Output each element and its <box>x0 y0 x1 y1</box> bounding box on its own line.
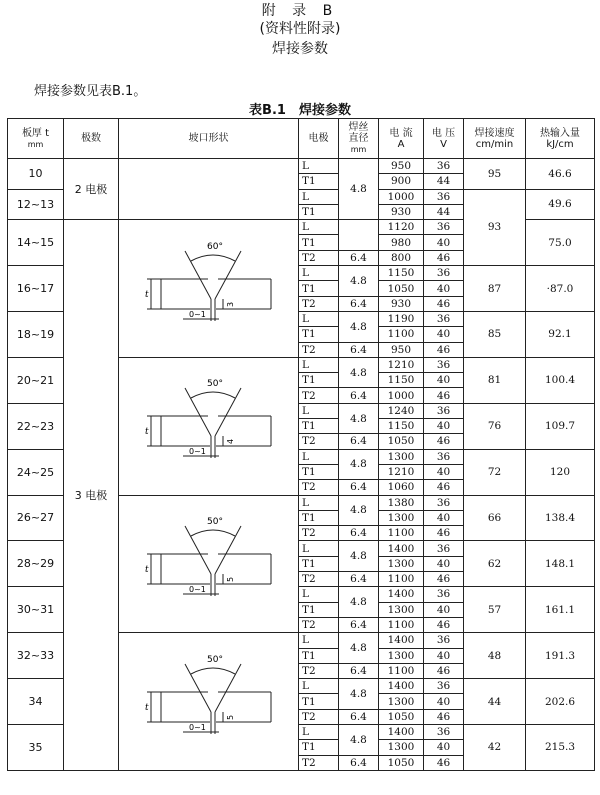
speed-cell: 48 <box>464 633 526 679</box>
thickness-cell: 34 <box>8 679 64 725</box>
electrode-cell: L <box>299 266 339 281</box>
angle-arc <box>191 392 235 398</box>
current-cell: 950 <box>379 342 424 357</box>
voltage-cell: 36 <box>424 495 464 510</box>
col-heat-label: 热输入量 <box>540 127 580 139</box>
current-cell: 930 <box>379 296 424 311</box>
voltage-cell: 36 <box>424 189 464 204</box>
appendix-title: 焊接参数 <box>272 41 328 57</box>
col-wire-l1: 焊丝 <box>348 122 369 133</box>
current-cell: 1120 <box>379 220 424 235</box>
electrode-cell: L <box>299 449 339 464</box>
thickness-symbol: t <box>144 564 149 575</box>
current-cell: 1300 <box>379 648 424 663</box>
col-speed <box>464 119 526 159</box>
wire-diameter-cell: 6.4 <box>339 526 379 541</box>
current-cell: 1300 <box>379 740 424 755</box>
groove-angle-label: 50° <box>206 654 223 665</box>
current-cell: 1000 <box>379 388 424 403</box>
voltage-cell: 46 <box>424 480 464 495</box>
electrode-cell: L <box>299 724 339 739</box>
voltage-cell: 36 <box>424 403 464 418</box>
wire-diameter-cell: 6.4 <box>339 663 379 678</box>
speed-cell: 42 <box>464 724 526 770</box>
current-cell: 1100 <box>379 526 424 541</box>
thickness-cell: 12~13 <box>8 189 64 220</box>
voltage-cell: 40 <box>424 327 464 342</box>
col-voltage-unit: V <box>440 138 447 150</box>
electrode-cell: T1 <box>299 327 339 342</box>
groove-angle-label: 50° <box>206 379 223 390</box>
electrode-cell: L <box>299 679 339 694</box>
wire-diameter-cell: 4.8 <box>339 679 379 710</box>
voltage-cell: 46 <box>424 526 464 541</box>
current-cell: 1400 <box>379 541 424 556</box>
thickness-symbol: t <box>144 427 149 438</box>
heat-input-cell: 161.1 <box>526 587 595 633</box>
gap-label: 0~1 <box>188 309 206 319</box>
electrode-cell: L <box>299 189 339 204</box>
table-caption: 表B.1 焊接参数 <box>249 103 351 118</box>
current-cell: 1380 <box>379 495 424 510</box>
electrode-cell: T2 <box>299 526 339 541</box>
voltage-cell: 36 <box>424 724 464 739</box>
groove-shape-cell <box>119 633 299 771</box>
thickness-cell: 16~17 <box>8 266 64 312</box>
wire-diameter-cell: 6.4 <box>339 434 379 449</box>
angle-arc <box>191 668 235 674</box>
voltage-cell: 46 <box>424 434 464 449</box>
electrode-cell: T1 <box>299 510 339 525</box>
electrode-cell: T1 <box>299 694 339 709</box>
col-voltage <box>424 119 464 159</box>
thickness-cell: 28~29 <box>8 541 64 587</box>
col-voltage-label: 电 压 <box>431 127 456 139</box>
current-cell: 1300 <box>379 602 424 617</box>
wire-diameter-cell: 6.4 <box>339 617 379 632</box>
col-thickness-unit: mm <box>27 139 44 149</box>
current-cell: 1300 <box>379 449 424 464</box>
current-cell: 1050 <box>379 281 424 296</box>
gap-label: 0~1 <box>188 584 206 594</box>
electrode-cell: T1 <box>299 204 339 219</box>
voltage-cell: 40 <box>424 419 464 434</box>
col-wire-unit: mm <box>350 145 367 154</box>
heat-input-cell: 75.0 <box>526 220 595 266</box>
current-cell: 1300 <box>379 556 424 571</box>
thickness-cell: 22~23 <box>8 403 64 449</box>
angle-arc <box>191 255 235 261</box>
voltage-cell: 44 <box>424 174 464 189</box>
current-cell: 1000 <box>379 189 424 204</box>
electrode-cell: T1 <box>299 648 339 663</box>
col-current-unit: A <box>397 138 405 150</box>
current-cell: 1240 <box>379 403 424 418</box>
electrode-cell: L <box>299 311 339 326</box>
wire-diameter-cell: 6.4 <box>339 388 379 403</box>
groove-diagram <box>121 634 297 770</box>
electrode-cell: T1 <box>299 373 339 388</box>
col-electrode: 电极 <box>299 119 339 159</box>
voltage-cell: 46 <box>424 296 464 311</box>
speed-cell: 87 <box>464 266 526 312</box>
voltage-cell: 36 <box>424 633 464 648</box>
current-cell: 1100 <box>379 663 424 678</box>
current-cell: 1100 <box>379 572 424 587</box>
voltage-cell: 46 <box>424 709 464 724</box>
col-heat <box>526 119 595 159</box>
groove-shape-cell <box>119 220 299 358</box>
wire-diameter-cell: 4.8 <box>339 266 379 297</box>
current-cell: 1400 <box>379 587 424 602</box>
col-speed-unit: cm/min <box>475 138 514 150</box>
current-cell: 1400 <box>379 724 424 739</box>
thickness-cell: 30~31 <box>8 587 64 633</box>
current-cell: 950 <box>379 159 424 174</box>
wire-diameter-cell: 6.4 <box>339 296 379 311</box>
heat-input-cell: 215.3 <box>526 724 595 770</box>
electrode-cell: T1 <box>299 174 339 189</box>
heat-input-cell: 191.3 <box>526 633 595 679</box>
voltage-cell: 46 <box>424 617 464 632</box>
voltage-cell: 40 <box>424 694 464 709</box>
voltage-cell: 40 <box>424 648 464 663</box>
electrode-cell: T2 <box>299 388 339 403</box>
current-cell: 1060 <box>379 480 424 495</box>
col-speed-label: 焊接速度 <box>474 127 515 139</box>
groove-diagram <box>121 358 297 494</box>
current-cell: 800 <box>379 250 424 265</box>
electrode-cell: L <box>299 220 339 235</box>
col-wire <box>339 119 379 159</box>
gap-label: 0~1 <box>188 447 206 457</box>
voltage-cell: 40 <box>424 373 464 388</box>
electrode-cell: T2 <box>299 663 339 678</box>
wire-diameter-cell: 4.8 <box>339 159 379 220</box>
voltage-cell: 36 <box>424 587 464 602</box>
electrode-cell: L <box>299 357 339 372</box>
speed-cell: 62 <box>464 541 526 587</box>
groove-angle-label: 50° <box>206 516 223 527</box>
wire-diameter-cell <box>339 220 379 251</box>
current-cell: 1400 <box>379 633 424 648</box>
electrode-cell: T2 <box>299 709 339 724</box>
speed-cell: 66 <box>464 495 526 541</box>
heat-input-cell: 120 <box>526 449 595 495</box>
root-face-label: 4 <box>225 439 235 445</box>
root-face-label: 5 <box>225 576 235 582</box>
col-thickness <box>8 119 64 159</box>
heat-input-cell: 138.4 <box>526 495 595 541</box>
current-cell: 1150 <box>379 373 424 388</box>
current-cell: 1300 <box>379 510 424 525</box>
electrode-cell: L <box>299 159 339 174</box>
thickness-cell: 26~27 <box>8 495 64 541</box>
groove-shape-cell <box>119 495 299 633</box>
voltage-cell: 36 <box>424 311 464 326</box>
electrode-cell: T1 <box>299 281 339 296</box>
wire-diameter-cell: 6.4 <box>339 250 379 265</box>
thickness-cell: 24~25 <box>8 449 64 495</box>
col-current <box>379 119 424 159</box>
root-face-label: 5 <box>225 714 235 720</box>
wire-diameter-cell: 6.4 <box>339 709 379 724</box>
current-cell: 1050 <box>379 755 424 770</box>
voltage-cell: 44 <box>424 204 464 219</box>
electrode-cell: L <box>299 495 339 510</box>
electrode-cell: T2 <box>299 434 339 449</box>
thickness-cell: 35 <box>8 724 64 770</box>
speed-cell: 81 <box>464 357 526 403</box>
voltage-cell: 40 <box>424 281 464 296</box>
wire-diameter-cell: 6.4 <box>339 755 379 770</box>
current-cell: 1100 <box>379 617 424 632</box>
col-heat-unit: kJ/cm <box>546 138 574 150</box>
speed-cell: 44 <box>464 679 526 725</box>
table-row <box>8 159 595 174</box>
speed-cell: 76 <box>464 403 526 449</box>
thickness-cell: 32~33 <box>8 633 64 679</box>
wire-diameter-cell: 6.4 <box>339 572 379 587</box>
col-electrodes: 极数 <box>64 119 119 159</box>
groove-empty-cell <box>119 159 299 220</box>
electrode-cell: T1 <box>299 602 339 617</box>
col-wire-l2: 直径 <box>348 133 369 144</box>
speed-cell: 85 <box>464 311 526 357</box>
current-cell: 900 <box>379 174 424 189</box>
col-current-label: 电 流 <box>389 127 413 139</box>
current-cell: 1190 <box>379 311 424 326</box>
electrode-cell: T2 <box>299 617 339 632</box>
electrode-cell: L <box>299 633 339 648</box>
electrode-cell: T1 <box>299 556 339 571</box>
current-cell: 1100 <box>379 327 424 342</box>
voltage-cell: 36 <box>424 679 464 694</box>
wire-diameter-cell: 4.8 <box>339 724 379 755</box>
electrode-cell: L <box>299 587 339 602</box>
electrode-cell: T1 <box>299 419 339 434</box>
electrode-cell: T2 <box>299 572 339 587</box>
electrode-cell: L <box>299 541 339 556</box>
voltage-cell: 46 <box>424 250 464 265</box>
appendix-label: 附 录 B <box>261 3 339 19</box>
welding-parameter-table <box>7 118 595 771</box>
col-groove: 坡口形状 <box>119 119 299 159</box>
wire-diameter-cell: 4.8 <box>339 587 379 618</box>
wire-diameter-cell: 4.8 <box>339 495 379 526</box>
electrode-cell: T1 <box>299 464 339 479</box>
current-cell: 1050 <box>379 434 424 449</box>
thickness-symbol: t <box>144 289 149 300</box>
voltage-cell: 36 <box>424 541 464 556</box>
wire-diameter-cell: 4.8 <box>339 541 379 572</box>
current-cell: 1300 <box>379 694 424 709</box>
voltage-cell: 46 <box>424 663 464 678</box>
heat-input-cell: 92.1 <box>526 311 595 357</box>
current-cell: 930 <box>379 204 424 219</box>
voltage-cell: 36 <box>424 449 464 464</box>
voltage-cell: 40 <box>424 556 464 571</box>
speed-cell: 57 <box>464 587 526 633</box>
voltage-cell: 40 <box>424 464 464 479</box>
wire-diameter-cell: 4.8 <box>339 311 379 342</box>
current-cell: 1150 <box>379 419 424 434</box>
thickness-cell: 10 <box>8 159 64 190</box>
groove-diagram <box>121 221 297 357</box>
wire-diameter-cell: 4.8 <box>339 403 379 434</box>
electrode-cell: T2 <box>299 296 339 311</box>
voltage-cell: 40 <box>424 740 464 755</box>
voltage-cell: 46 <box>424 342 464 357</box>
electrode-cell: L <box>299 403 339 418</box>
gap-label: 0~1 <box>188 722 206 732</box>
thickness-cell: 14~15 <box>8 220 64 266</box>
angle-arc <box>191 530 235 536</box>
electrode-cell: T1 <box>299 740 339 755</box>
electrode-cell: T2 <box>299 250 339 265</box>
appendix-type: (资料性附录) <box>259 21 341 37</box>
current-cell: 1150 <box>379 266 424 281</box>
heat-input-cell: 148.1 <box>526 541 595 587</box>
current-cell: 1050 <box>379 709 424 724</box>
electrode-count-cell: 3 电极 <box>64 220 119 771</box>
voltage-cell: 46 <box>424 755 464 770</box>
col-thickness-label: 板厚 t <box>21 127 50 139</box>
thickness-cell: 20~21 <box>8 357 64 403</box>
groove-shape-cell <box>119 357 299 495</box>
current-cell: 1210 <box>379 464 424 479</box>
thickness-symbol: t <box>144 702 149 713</box>
electrode-cell: T2 <box>299 755 339 770</box>
voltage-cell: 36 <box>424 159 464 174</box>
heat-input-cell: 46.6 <box>526 159 595 190</box>
thickness-cell: 18~19 <box>8 311 64 357</box>
groove-diagram <box>121 496 297 632</box>
groove-angle-label: 60° <box>206 241 223 252</box>
current-cell: 980 <box>379 235 424 250</box>
electrode-cell: T2 <box>299 480 339 495</box>
electrode-count-cell: 2 电极 <box>64 159 119 220</box>
current-cell: 1210 <box>379 357 424 372</box>
root-face-label: 3 <box>225 301 235 307</box>
wire-diameter-cell: 6.4 <box>339 342 379 357</box>
current-cell: 1400 <box>379 679 424 694</box>
voltage-cell: 46 <box>424 388 464 403</box>
intro-text: 焊接参数见表B.1。 <box>34 84 147 99</box>
speed-cell: 95 <box>464 159 526 190</box>
heat-input-cell: 49.6 <box>526 189 595 220</box>
heat-input-cell: 100.4 <box>526 357 595 403</box>
wire-diameter-cell: 6.4 <box>339 480 379 495</box>
wire-diameter-cell: 4.8 <box>339 633 379 664</box>
wire-diameter-cell: 4.8 <box>339 449 379 480</box>
speed-cell: 72 <box>464 449 526 495</box>
voltage-cell: 36 <box>424 357 464 372</box>
voltage-cell: 40 <box>424 602 464 617</box>
electrode-cell: T1 <box>299 235 339 250</box>
electrode-cell: T2 <box>299 342 339 357</box>
heat-input-cell: ·87.0 <box>526 266 595 312</box>
wire-diameter-cell: 4.8 <box>339 357 379 388</box>
voltage-cell: 40 <box>424 510 464 525</box>
voltage-cell: 36 <box>424 220 464 235</box>
heat-input-cell: 202.6 <box>526 679 595 725</box>
heat-input-cell: 109.7 <box>526 403 595 449</box>
voltage-cell: 36 <box>424 266 464 281</box>
voltage-cell: 40 <box>424 235 464 250</box>
speed-cell: 93 <box>464 189 526 265</box>
voltage-cell: 46 <box>424 572 464 587</box>
